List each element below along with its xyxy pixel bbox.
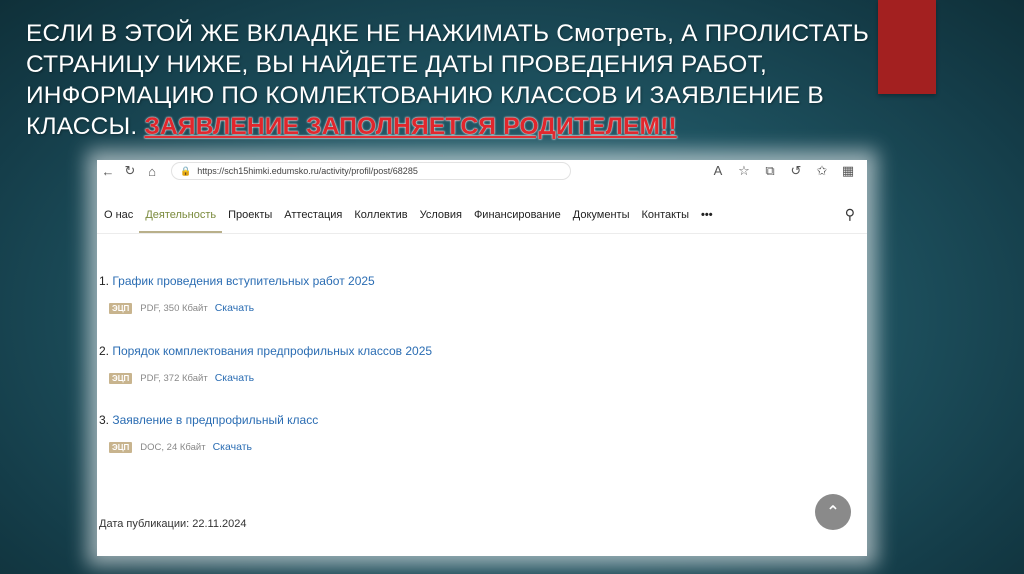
document-meta [109, 302, 254, 314]
favorites-icon[interactable]: ✩ [816, 163, 828, 178]
nav-item-documents[interactable]: Документы [572, 209, 630, 221]
document-item [99, 413, 318, 427]
nav-item-attestation[interactable]: Аттестация [284, 209, 343, 221]
nav-divider [97, 233, 867, 234]
slide-title-text: ЕСЛИ В ЭТОЙ ЖЕ ВКЛАДКЕ НЕ НАЖИМАТЬ Смотреть, А ПРОЛИСТАТЬ СТРАНИЦУ НИЖЕ, ВЫ НАЙДЕТЕ ДАТЫ ПРОВЕДЕНИЯ РАБОТ, ИНФОРМАЦИЮ ПО КОМЛЕКТОВАНИЮ КЛАССОВ И ЗАЯВЛЕНИЕ В КЛАССЫ. [26, 20, 870, 140]
nav-item-finance[interactable]: Финансирование [473, 209, 561, 221]
file-info: DOC, 24 Кбайт [140, 441, 206, 453]
more-icon[interactable]: ••• [701, 209, 713, 221]
signature-badge: ЭЦП [109, 442, 132, 453]
download-link[interactable]: Скачать [214, 372, 255, 384]
browser-screenshot [97, 160, 867, 556]
nav-item-staff[interactable]: Коллектив [354, 209, 408, 221]
reader-icon[interactable]: A [713, 163, 723, 178]
document-number: 2. [99, 344, 110, 358]
download-link[interactable]: Скачать [212, 441, 252, 453]
star-icon[interactable]: ☆ [738, 163, 750, 178]
site-nav [97, 198, 867, 232]
document-link[interactable]: График проведения вступительных работ 2025 [112, 274, 375, 288]
slide-title-highlight: ЗАЯВЛЕНИЕ ЗАПОЛНЯЕТСЯ РОДИТЕЛЕМ!! [144, 113, 677, 140]
nav-item-conditions[interactable]: Условия [419, 209, 462, 221]
back-icon[interactable]: ← [101, 163, 115, 179]
nav-item-contacts[interactable]: Контакты [641, 209, 689, 221]
document-item [99, 274, 375, 288]
lock-icon: 🔒 [180, 165, 192, 176]
publication-date: Дата публикации: 22.11.2024 [99, 518, 247, 530]
document-meta [109, 372, 254, 384]
document-meta [109, 441, 252, 453]
scroll-to-top-button[interactable] [815, 494, 851, 530]
download-link[interactable]: Скачать [214, 302, 255, 314]
extensions-icon[interactable]: ▦ [841, 163, 855, 178]
address-bar[interactable] [171, 162, 571, 180]
accent-bar [878, 0, 936, 94]
refresh-icon[interactable]: ↺ [790, 163, 802, 178]
document-link[interactable]: Заявление в предпрофильный класс [112, 413, 319, 427]
toolbar-actions [707, 163, 867, 179]
slide-title [26, 18, 876, 142]
reload-icon[interactable]: ↻ [124, 163, 136, 178]
document-number: 1. [99, 274, 110, 288]
url-text: https://sch15himki.edumsko.ru/activity/profil/post/68285 [197, 166, 418, 176]
document-item [99, 344, 432, 358]
collections-icon[interactable]: ⧉ [765, 163, 775, 178]
signature-badge: ЭЦП [109, 373, 132, 384]
document-link[interactable]: Порядок комплектования предпрофильных классов 2025 [112, 344, 433, 358]
chevron-up-icon: ⌃ [826, 504, 840, 521]
document-number: 3. [99, 413, 110, 427]
home-icon[interactable]: ⌂ [148, 163, 156, 179]
search-icon[interactable]: ⚲ [844, 206, 855, 222]
signature-badge: ЭЦП [109, 303, 132, 314]
file-info: PDF, 372 Кбайт [140, 372, 208, 384]
nav-item-activity[interactable]: Деятельность [139, 209, 222, 221]
nav-item-about[interactable]: О нас [104, 209, 134, 221]
file-info: PDF, 350 Кбайт [140, 302, 208, 314]
browser-toolbar [97, 160, 867, 182]
nav-item-projects[interactable]: Проекты [228, 209, 273, 221]
